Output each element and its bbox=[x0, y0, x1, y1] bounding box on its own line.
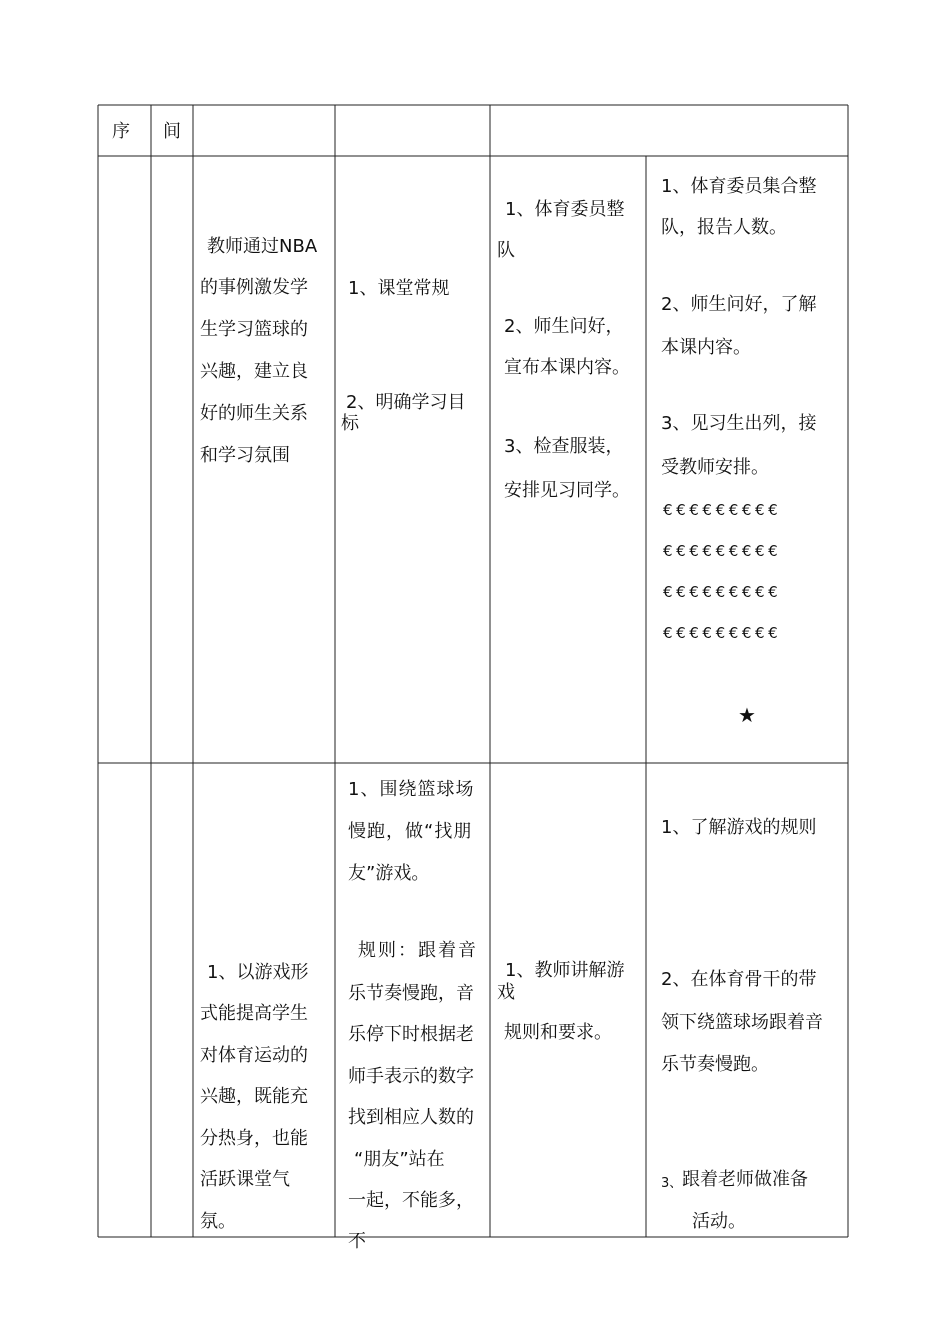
row2-goal-line: 兴趣，既能充 bbox=[200, 1086, 308, 1107]
row1-teacher-item: 2、师生问好， bbox=[504, 316, 624, 337]
row2-student-item-number: 3、 bbox=[661, 1176, 683, 1191]
rule-line: 一起，不能多， bbox=[348, 1190, 474, 1211]
row1-content-item: 2、明确学习目 bbox=[346, 392, 466, 413]
row2-goal-line: 分热身，也能 bbox=[200, 1128, 308, 1149]
row1-content-item: 1、课堂常规 bbox=[348, 278, 450, 299]
row2-goal-line: 对体育运动的 bbox=[200, 1045, 308, 1066]
row1-student-item-cont: 队，报告人数。 bbox=[661, 217, 787, 238]
rule-line: “朋友”站在 bbox=[354, 1149, 445, 1170]
row2-goal-line: 氛。 bbox=[200, 1211, 236, 1232]
row1-content-item-cont: 标 bbox=[341, 413, 359, 434]
rule-line-cut: 不 bbox=[348, 1231, 366, 1252]
formation-row: €€€€€€€€€ bbox=[663, 542, 782, 560]
row1-student-item: 2、师生问好，了解 bbox=[661, 294, 817, 315]
row1-goal-line: 教师通过NBA bbox=[207, 236, 318, 257]
row2-student-item: 1、了解游戏的规则 bbox=[661, 817, 817, 838]
row1-student-item-cont: 受教师安排。 bbox=[661, 457, 769, 478]
row1-student-item: 1、体育委员集合整 bbox=[661, 176, 817, 197]
row2-student-item-cont: 领下绕篮球场跟着音 bbox=[661, 1012, 823, 1033]
row1-goal-line: 和学习氛围 bbox=[200, 445, 290, 466]
rule-line: 找到相应人数的 bbox=[348, 1107, 474, 1128]
row2-student-item: 2、在体育骨干的带 bbox=[661, 969, 817, 990]
row2-goal-line: 活跃课堂气 bbox=[200, 1169, 290, 1190]
row1-goal-line: 兴趣，建立良 bbox=[200, 361, 308, 382]
row2-teacher-item-cont: 规则和要求。 bbox=[504, 1022, 612, 1043]
row2-content-line: 慢跑，做“找朋 bbox=[348, 821, 473, 842]
row1-goal-line: 生学习篮球的 bbox=[200, 319, 308, 340]
row1-teacher-item: 3、检查服装， bbox=[504, 436, 624, 457]
row1-teacher-item-cont: 队 bbox=[497, 240, 515, 261]
header-col-2: 间 bbox=[163, 121, 181, 142]
row2-teacher-item-cont: 戏 bbox=[497, 982, 515, 1003]
row1-teacher-item: 1、体育委员整 bbox=[505, 199, 625, 220]
formation-row: €€€€€€€€€ bbox=[663, 583, 782, 601]
rule-line: 师手表示的数字 bbox=[348, 1066, 474, 1087]
header-col-1: 序 bbox=[112, 121, 130, 142]
row2-content-line: 1、围绕篮球场 bbox=[348, 779, 475, 800]
row1-teacher-item-cont: 安排见习同学。 bbox=[504, 480, 630, 501]
row1-teacher-item-cont: 宣布本课内容。 bbox=[504, 357, 630, 378]
formation-row: €€€€€€€€€ bbox=[663, 624, 782, 642]
row2-content-line: 友”游戏。 bbox=[348, 863, 430, 884]
row2-student-item-cont: 活动。 bbox=[692, 1211, 746, 1232]
row1-goal-line: 的事例激发学 bbox=[200, 277, 308, 298]
formation-row: €€€€€€€€€ bbox=[663, 501, 782, 519]
row1-student-item-cont: 本课内容。 bbox=[661, 337, 751, 358]
row2-teacher-item: 1、教师讲解游 bbox=[505, 960, 625, 981]
teacher-star-icon: ★ bbox=[738, 703, 756, 727]
row2-goal-line: 1、以游戏形 bbox=[207, 962, 309, 983]
row1-goal-line: 好的师生关系 bbox=[200, 403, 308, 424]
rule-line: 乐节奏慢跑，音 bbox=[348, 983, 474, 1004]
row1-student-item: 3、见习生出列，接 bbox=[661, 413, 817, 434]
row2-student-item-cont: 乐节奏慢跑。 bbox=[661, 1054, 769, 1075]
rule-line: 乐停下时根据老 bbox=[348, 1024, 474, 1045]
rule-line: 规则：跟着音 bbox=[358, 940, 478, 961]
row2-student-item: 跟着老师做准备 bbox=[682, 1169, 808, 1190]
row2-goal-line: 式能提高学生 bbox=[200, 1003, 308, 1024]
